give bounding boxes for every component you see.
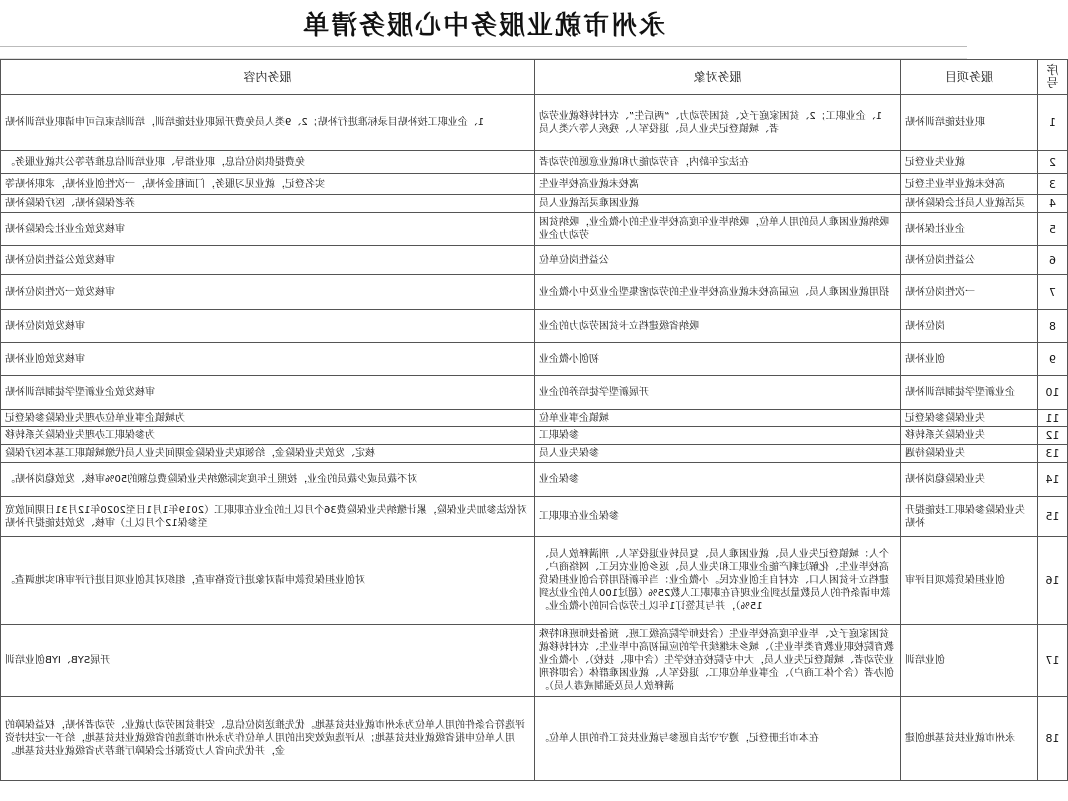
cell-content: [1, 463, 535, 497]
cell-no: [1038, 537, 1068, 625]
cell-no: [1038, 376, 1068, 410]
cell-no-text: 16: [1045, 574, 1060, 587]
cell-content: [1, 275, 535, 310]
table-row: [1, 625, 1068, 697]
cell-content-text: 审核发放一次性岗位补贴: [5, 286, 115, 298]
cell-content-text: 审核发放公益性岗位补贴: [5, 254, 115, 266]
cell-no-text: 14: [1045, 473, 1060, 486]
cell-no-text: 2: [1049, 155, 1056, 169]
cell-item-text: 失业保险参保登记: [905, 412, 985, 424]
cell-content: [1, 427, 535, 445]
cell-content: [1, 625, 535, 697]
cell-no-text: 9: [1049, 352, 1056, 366]
cell-content-text: 核定、发放失业保险金，给领取失业保险金期间失业人员代缴城镇职工基本医疗保险: [5, 448, 375, 459]
service-table: [0, 59, 1068, 781]
cell-no: [1038, 343, 1068, 376]
cell-item-text: 永州市就业扶贫基地创建: [905, 733, 1015, 744]
cell-target: [535, 213, 901, 246]
cell-target-text: 贫困家庭子女、毕业年度高校毕业生（含技师学院高级工班、预备技师班和特殊教育院校职业教育类毕业生）、城乡未继续升学的应届初高中毕业生、农村转移就业劳动者、城镇登记失业人员，大中专院校在校学生（含中职、技校）、小微企业创办者（含个体工商户）、企事业单位职工、退役军人、就业困难群体（含即将刑满释放人员及强制戒毒人员）。: [539, 629, 894, 692]
cell-target-text: 吸纳就业困难人员的用人单位，吸纳毕业年度高校毕业生的小微企业，吸纳贫困劳动力企业: [539, 217, 889, 241]
cell-item-text: 失业保险关系转移: [905, 430, 985, 441]
title-bar: [0, 0, 967, 47]
table-row: [1, 95, 1068, 151]
cell-content-text: 养老保险补贴、医疗保险补贴: [5, 198, 135, 209]
table-row: [1, 195, 1068, 213]
cell-target: [535, 174, 901, 195]
cell-item-text: 创业担保贷款项目评审: [905, 575, 1005, 586]
cell-content-text: 对创业担保贷款申请对象进行资格审查，组织对其创业项目进行评审和实地调查。: [5, 575, 365, 586]
cell-target: [535, 445, 901, 463]
table-row: [1, 427, 1068, 445]
cell-item: [901, 625, 1038, 697]
cell-target-text: 参保企业在职职工: [539, 511, 619, 522]
cell-no: [1038, 625, 1068, 697]
cell-item: [901, 463, 1038, 497]
cell-no-text: 1: [1049, 116, 1056, 129]
cell-content: [1, 213, 535, 246]
cell-item: [901, 343, 1038, 376]
cell-no: [1038, 445, 1068, 463]
cell-item-text: 就业失业登记: [905, 156, 965, 168]
cell-no-text: 17: [1045, 654, 1060, 667]
table-row: [1, 343, 1068, 376]
page-title: 永州市就业服务中心服务清单: [301, 10, 666, 41]
cell-content-text: 审核发放企业新型学徒制培训补贴: [5, 387, 155, 398]
header-content: 服务内容: [1, 60, 535, 95]
cell-content-text: 1、企业职工按补贴目录标准进行补贴；2、9类人员免费开展职业技能培训，培训结束后可申请职业培训补贴: [5, 117, 485, 128]
cell-target-text: 公益性岗位单位: [539, 254, 609, 266]
cell-target-text: 1、企业职工；2、贫困家庭子女、贫困劳动力、“两后生”、农村转移就业劳动者、城镇登记失业人员、退役军人、残疾人等六类人员: [539, 110, 883, 135]
cell-content-text: 对依法参加失业保险，累计缴纳失业保险费36个月以上的企业在职职工（2019年1月1日至2020年12月31日期间放宽至参保12个月以上）审核、发放技能提升补贴: [5, 504, 527, 529]
cell-item: [901, 174, 1038, 195]
cell-no-text: 8: [1049, 319, 1056, 333]
cell-item: [901, 246, 1038, 275]
cell-content-text: 为参保职工办理失业保险关系转移: [5, 430, 155, 441]
cell-no-text: 12: [1045, 429, 1060, 442]
cell-item-text: 公益性岗位补贴: [905, 254, 975, 266]
header-no: 序号: [1038, 60, 1068, 95]
cell-item: [901, 95, 1038, 151]
cell-target: [535, 427, 901, 445]
cell-no-text: 5: [1049, 222, 1056, 236]
cell-no: [1038, 195, 1068, 213]
cell-item: [901, 376, 1038, 410]
cell-item: [901, 445, 1038, 463]
cell-target-text: 吸纳省级建档立卡贫困劳动力的企业: [539, 320, 699, 332]
cell-target-text: 离校未就业高校毕业生: [539, 178, 639, 190]
cell-content: [1, 310, 535, 343]
cell-target: [535, 246, 901, 275]
cell-content-text: 审核发放岗位补贴: [5, 320, 85, 332]
cell-no: [1038, 151, 1068, 174]
cell-target: [535, 95, 901, 151]
cell-target: [535, 497, 901, 537]
table-row: [1, 213, 1068, 246]
table-row: [1, 151, 1068, 174]
cell-item: [901, 275, 1038, 310]
cell-target-text: 招用就业困难人员、应届高校未就业高校毕业生的劳动密集型企业及中小微企业: [539, 286, 889, 298]
cell-target-text: 初创小微企业: [539, 353, 599, 365]
cell-no: [1038, 275, 1068, 310]
cell-item: [901, 151, 1038, 174]
table-row: [1, 497, 1068, 537]
cell-content: [1, 445, 535, 463]
cell-content: [1, 697, 535, 781]
cell-item: [901, 213, 1038, 246]
table-row: [1, 376, 1068, 410]
cell-content: [1, 246, 535, 275]
cell-target: [535, 376, 901, 410]
cell-target: [535, 310, 901, 343]
cell-target-text: 个人：城镇登记失业人员、就业困难人员、复员转业退役军人、刑满释放人员、高校毕业生、化解过剩产能企业职工和失业人员、返乡创业农民工、网络商户、建档立卡贫困人口、农村自主创业农民。小微企业：当年新招用符合创业担保贷款申请条件的人员数量达到企业现有在职职工人数25%（超过100人的企业达到15%），并与其签订1年以上劳动合同的小微企业。: [539, 549, 891, 612]
cell-content: [1, 343, 535, 376]
cell-target-text: 就业困难灵活就业人员: [539, 198, 639, 209]
cell-no: [1038, 497, 1068, 537]
header-item: 服务项目: [901, 60, 1038, 95]
cell-target: [535, 625, 901, 697]
title-gap: [0, 47, 967, 59]
table-row: [1, 275, 1068, 310]
cell-content: [1, 537, 535, 625]
cell-target-text: 参保失业人员: [539, 448, 599, 459]
cell-target-text: 在法定年龄内，有劳动能力和就业意愿的劳动者: [539, 156, 749, 168]
table-row: [1, 310, 1068, 343]
cell-content-text: 免费提供岗位信息，职业指导、职业培训信息推荐等公共就业服务。: [5, 156, 305, 168]
cell-target: [535, 343, 901, 376]
cell-content-text: 审核发放企业社会保险补贴: [5, 223, 125, 235]
table-row: [1, 410, 1068, 427]
cell-item-text: 高校未就业毕业生登记: [905, 178, 1005, 190]
cell-item-text: 一次性岗位补贴: [905, 286, 975, 298]
cell-item-text: 灵活就业人员社会保险补贴: [905, 198, 1025, 209]
cell-no-text: 3: [1049, 177, 1056, 191]
cell-target-text: 在本市注册登记，遵守守法自愿参与就业扶贫工作的用人单位。: [539, 733, 819, 744]
cell-item: [901, 537, 1038, 625]
cell-no-text: 13: [1045, 447, 1060, 460]
cell-target: [535, 537, 901, 625]
cell-no-text: 7: [1049, 285, 1056, 299]
cell-content-text: 为城镇企事业单位办理失业保险参保登记: [5, 412, 185, 424]
cell-item-text: 岗位补贴: [905, 320, 945, 332]
cell-no-text: 10: [1045, 386, 1060, 399]
table-header-row: [1, 60, 1068, 95]
cell-target-text: 开展新型学徒培养的企业: [539, 387, 649, 398]
cell-content-text: 评选符合条件的用人单位为永州市就业扶贫基地。优先推送岗位信息、安排贫困劳动力就业、劳动者补贴，权益保障的用人单位申报省级就业扶贫基地；从评选成效突出的用人单位作为永州市推选的省级就业扶贫基地，给予一定扶持资金，并优先向省人力资源社会保障厅推荐为省级就业扶贫基地。: [5, 720, 525, 757]
cell-item: [901, 410, 1038, 427]
cell-no: [1038, 213, 1068, 246]
cell-content-text: 开展SYB、IYB创业培训: [5, 655, 111, 666]
cell-item: [901, 310, 1038, 343]
cell-target-text: 参保企业: [539, 474, 579, 485]
cell-content: [1, 195, 535, 213]
cell-target-text: 城镇企事业单位: [539, 412, 609, 424]
cell-target: [535, 151, 901, 174]
cell-item-text: 职业技能培训补贴: [905, 117, 985, 128]
cell-target: [535, 410, 901, 427]
cell-target: [535, 697, 901, 781]
table-row: [1, 697, 1068, 781]
cell-content: [1, 95, 535, 151]
cell-no: [1038, 427, 1068, 445]
cell-content: [1, 151, 535, 174]
cell-content: [1, 376, 535, 410]
cell-no: [1038, 463, 1068, 497]
cell-item: [901, 195, 1038, 213]
table-row: [1, 537, 1068, 625]
cell-no-text: 6: [1049, 253, 1056, 267]
cell-item-text: 企业社保补贴: [905, 223, 965, 235]
cell-target-text: 参保职工: [539, 430, 579, 441]
cell-item: [901, 497, 1038, 537]
cell-no-text: 15: [1045, 510, 1060, 523]
cell-target: [535, 275, 901, 310]
cell-no-text: 4: [1049, 197, 1056, 210]
cell-no-text: 18: [1045, 732, 1060, 745]
cell-item-text: 失业保险参保职工技能提升补贴: [905, 504, 1025, 529]
cell-target: [535, 463, 901, 497]
cell-no: [1038, 174, 1068, 195]
cell-content-text: 审核发放创业补贴: [5, 353, 85, 365]
table-row: [1, 445, 1068, 463]
cell-no: [1038, 246, 1068, 275]
cell-item-text: 失业保险待遇: [905, 448, 965, 459]
cell-no: [1038, 95, 1068, 151]
cell-content-text: 实名登记，就业见习服务，门面租金补贴，一次性创业补贴，求职补贴等: [5, 178, 325, 190]
cell-target: [535, 195, 901, 213]
cell-item: [901, 427, 1038, 445]
cell-content: [1, 497, 535, 537]
cell-item-text: 企业新型学徒制培训补贴: [905, 387, 1015, 398]
cell-content: [1, 410, 535, 427]
table-row: [1, 463, 1068, 497]
cell-no: [1038, 410, 1068, 427]
cell-content-text: 对不裁员或少裁员的企业，按照上年度实际缴纳失业保险费总额的50%审核、发放稳岗补贴。: [5, 474, 418, 485]
cell-content: [1, 174, 535, 195]
cell-no: [1038, 697, 1068, 781]
cell-item: [901, 697, 1038, 781]
cell-item-text: 创业培训: [905, 655, 945, 666]
cell-no: [1038, 310, 1068, 343]
cell-item-text: 失业保险稳岗补贴: [905, 474, 985, 485]
table-row: [1, 174, 1068, 195]
table-row: [1, 246, 1068, 275]
cell-no-text: 11: [1045, 411, 1060, 425]
cell-item-text: 创业补贴: [905, 353, 945, 365]
header-target: 服务对象: [535, 60, 901, 95]
